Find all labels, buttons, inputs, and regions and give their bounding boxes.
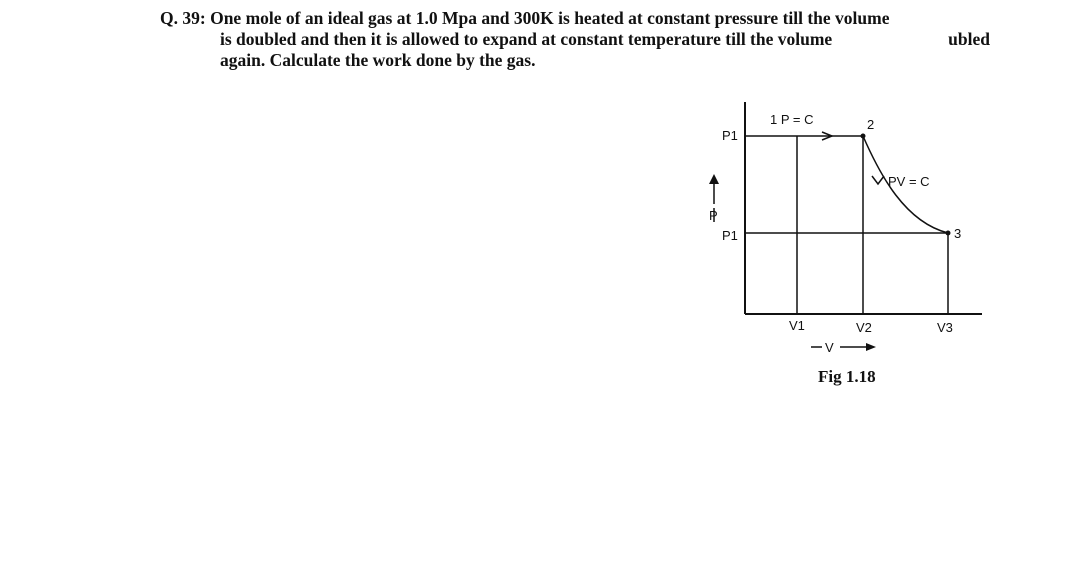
isotherm-arrow-icon: [872, 176, 884, 184]
v-axis-label: V: [825, 340, 834, 355]
question-line-2-text: is doubled and then it is allowed to expand at constant temperature till the volume: [220, 29, 833, 49]
v-axis-arrow-icon: [866, 343, 876, 351]
p1-bottom-label: P1: [722, 228, 738, 243]
question-number: Q. 39:: [160, 8, 206, 28]
point-2-label: 2: [867, 117, 875, 132]
v2-label: V2: [856, 320, 872, 335]
point-3-label: 3: [954, 226, 962, 241]
v3-label: V3: [937, 320, 953, 335]
isobar-label: 1 P = C: [770, 112, 814, 127]
v1-label: V1: [789, 318, 805, 333]
p1-top-label: P1: [722, 128, 738, 143]
isotherm-label: PV = C: [888, 174, 930, 189]
question-line-3: again. Calculate the work done by the gas.: [220, 50, 536, 70]
p-axis-label: P: [709, 208, 718, 223]
question-line-2-end: ubled: [948, 29, 990, 49]
point-3-marker: [946, 231, 951, 236]
question-line-1-text: One mole of an ideal gas at 1.0 Mpa and 300K is heated at constant pressure till the volume: [210, 8, 890, 28]
figure-caption: Fig 1.18: [818, 367, 876, 386]
point-2-marker: [861, 134, 866, 139]
p-axis-arrow-icon: [709, 174, 719, 184]
